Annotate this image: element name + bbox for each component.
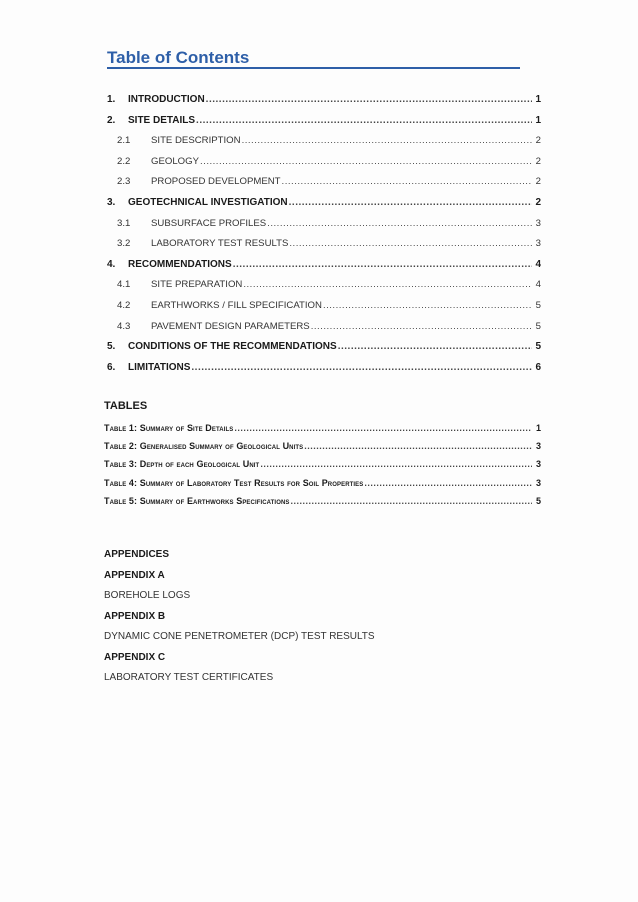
- table-entry: [104, 423, 541, 441]
- toc-label: SUBSURFACE PROFILES: [151, 217, 267, 229]
- dot-leader: [311, 321, 532, 332]
- toc-entry: [107, 321, 541, 342]
- toc-label: GEOLOGY: [151, 155, 199, 167]
- toc-label: SITE PREPARATION: [151, 279, 243, 291]
- toc-page: 4: [535, 258, 541, 270]
- toc-entry: [107, 197, 541, 218]
- appendices-heading: APPENDICES: [104, 549, 170, 560]
- toc-entry: [107, 94, 541, 115]
- dot-leader: [267, 218, 532, 229]
- toc-number: 5.: [107, 341, 116, 353]
- table-label: Table 5: Summary of Earthworks Specifications: [104, 495, 290, 506]
- table-entry: [104, 496, 541, 514]
- toc-number: 2.: [107, 114, 116, 126]
- appendix-heading: APPENDIX B: [104, 610, 166, 622]
- toc-entry: [107, 300, 541, 321]
- toc-page: 3: [535, 217, 541, 229]
- toc-page: 4: [535, 279, 541, 291]
- toc-page: 5: [535, 299, 541, 311]
- toc-number: 3.2: [117, 238, 131, 250]
- toc-number: 4.1: [117, 279, 131, 291]
- contents-list: [107, 94, 541, 382]
- appendix-heading: APPENDIX C: [104, 651, 166, 663]
- toc-number: 3.1: [117, 217, 131, 229]
- table-page: 3: [535, 459, 541, 470]
- toc-number: 6.: [107, 361, 116, 373]
- toc-page: 2: [535, 176, 541, 188]
- table-label: Table 4: Summary of Laboratory Test Results for Soil Properties: [104, 477, 364, 488]
- tables-heading: TABLES: [104, 400, 148, 412]
- toc-number: 2.2: [117, 155, 131, 167]
- table-label: Table 2: Generalised Summary of Geological Units: [104, 441, 304, 452]
- dot-leader: [234, 423, 532, 433]
- dot-leader: [289, 197, 532, 208]
- tables-list: [104, 423, 541, 514]
- toc-label: EARTHWORKS / FILL SPECIFICATION: [151, 299, 322, 311]
- table-entry: [104, 459, 541, 477]
- toc-number: 1.: [107, 94, 116, 105]
- appendices-list: [104, 548, 524, 692]
- page-title: Table of Contents: [107, 48, 250, 67]
- dot-leader: [338, 341, 532, 352]
- toc-number: 4.3: [117, 320, 131, 332]
- table-page: 3: [535, 477, 541, 488]
- toc-page: 5: [535, 341, 541, 353]
- appendix-heading: APPENDIX A: [104, 569, 165, 581]
- toc-page: 1: [535, 114, 541, 126]
- toc-number: 2.1: [117, 135, 131, 147]
- toc-page: 5: [535, 320, 541, 332]
- dot-leader: [242, 135, 532, 146]
- toc-number: 4.2: [117, 299, 131, 311]
- table-page: 1: [535, 423, 541, 433]
- toc-label: GEOTECHNICAL INVESTIGATION: [128, 196, 288, 208]
- dot-leader: [206, 94, 532, 105]
- toc-number: 2.3: [117, 176, 131, 188]
- toc-entry: [107, 279, 541, 300]
- dot-leader: [282, 176, 532, 187]
- dot-leader: [289, 238, 532, 249]
- toc-label: PAVEMENT DESIGN PARAMETERS: [151, 320, 310, 332]
- appendix-content: LABORATORY TEST CERTIFICATES: [104, 672, 274, 683]
- toc-number: 3.: [107, 196, 116, 208]
- toc-entry: [107, 238, 541, 259]
- toc-label: RECOMMENDATIONS: [128, 258, 232, 270]
- dot-leader: [233, 259, 532, 270]
- toc-label: LABORATORY TEST RESULTS: [151, 238, 289, 250]
- toc-label: PROPOSED DEVELOPMENT: [151, 176, 281, 188]
- toc-number: 4.: [107, 258, 116, 270]
- dot-leader: [191, 362, 532, 373]
- table-label: Table 3: Depth of each Geological Unit: [104, 459, 260, 470]
- toc-entry: [107, 115, 541, 136]
- toc-page: 6: [535, 361, 541, 373]
- toc-entry: [107, 259, 541, 280]
- dot-leader: [200, 156, 532, 167]
- table-entry: [104, 441, 541, 459]
- table-page: 5: [535, 495, 541, 506]
- toc-label: CONDITIONS OF THE RECOMMENDATIONS: [128, 341, 337, 353]
- toc-entry: [107, 218, 541, 239]
- toc-page: 2: [535, 135, 541, 147]
- toc-page: 1: [535, 94, 541, 105]
- dot-leader: [196, 115, 532, 126]
- dot-leader: [304, 441, 532, 451]
- toc-label: LIMITATIONS: [128, 361, 191, 373]
- dot-leader: [291, 496, 532, 506]
- dot-leader: [260, 459, 532, 469]
- dot-leader: [243, 279, 532, 290]
- appendix-content: DYNAMIC CONE PENETROMETER (DCP) TEST RESULTS: [104, 631, 375, 642]
- dot-leader: [323, 300, 532, 311]
- toc-entry: [107, 135, 541, 156]
- toc-entry: [107, 176, 541, 197]
- table-entry: [104, 478, 541, 496]
- toc-label: SITE DETAILS: [128, 114, 196, 126]
- appendix-content: BOREHOLE LOGS: [104, 590, 191, 601]
- toc-page: 3: [535, 238, 541, 250]
- toc-entry: [107, 362, 541, 383]
- toc-entry: [107, 156, 541, 177]
- toc-page: 2: [535, 155, 541, 167]
- dot-leader: [364, 478, 532, 488]
- toc-entry: [107, 341, 541, 362]
- toc-label: SITE DESCRIPTION: [151, 135, 241, 147]
- table-label: Table 1: Summary of Site Details: [104, 423, 234, 433]
- table-page: 3: [535, 441, 541, 452]
- toc-page: 2: [535, 196, 541, 208]
- toc-label: INTRODUCTION: [128, 94, 205, 105]
- title-underline: [107, 67, 520, 69]
